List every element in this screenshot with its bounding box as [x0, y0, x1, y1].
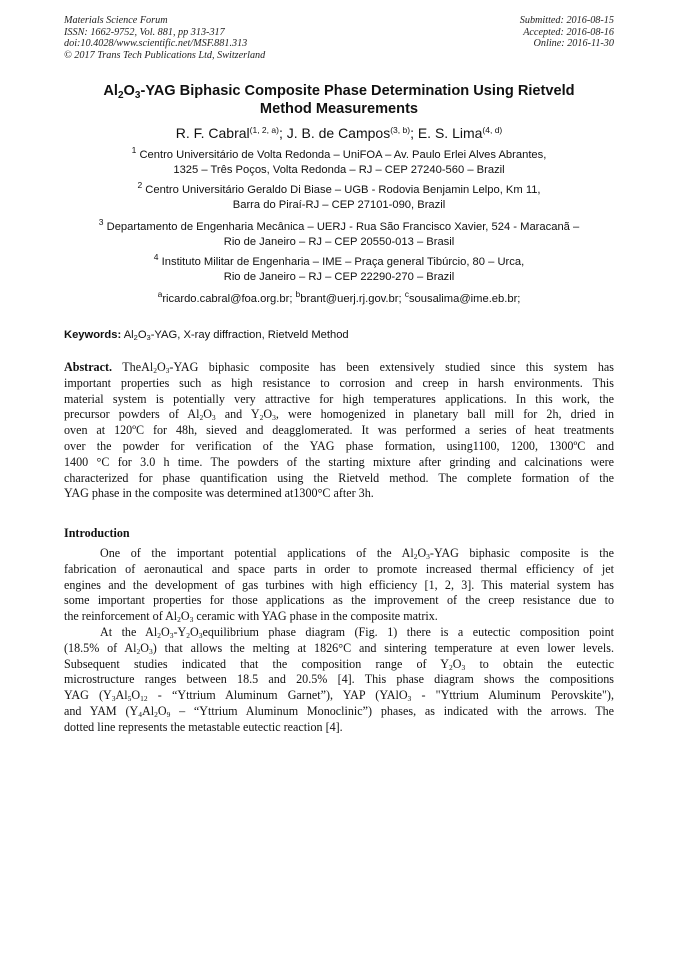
author-name: ; J. B. de Campos [278, 125, 391, 141]
keywords: Keywords: $Al_2O_3$-YAG, X-ray diffraction, Rietveld Method [64, 329, 349, 342]
affiliation-3: $^3$ Departamento de Engenharia Mecânica – UERJ - Rua São Francisco Xavier, 524 - Maracanã – Rio de Janeiro – RJ – CEP 20550-013 – Brasil [98, 217, 580, 248]
email-link[interactable]: sousalima@ime.eb.br; [408, 293, 521, 305]
abstract: Abstract. $TheAl_2O_3$-YAG biphasic composite has been extensively studied since this system has important properties such as high resistance to corrosion and creep in harsh environments. This material system is potentially very attractive for high temperatures applications. In this work, the precursor powders of $Al_2O_3$ and $Y_2O_3$, were homogenized in planetary ball mill for 2h, dried in oven at 120ºC for 48h, sieved and deagglomerated. It was performed a series of heat treatments over the powder for verification of the YAG phase formation, using1100, 1200, 1300ºC and 1400 °C for 3.0 h time. The powders of the starting mixture after grinding and calcinations were characterized for phase quantification using the Rietveld method. The complete formation of the YAG phase in the composite was determined at1300°C after 3h. [64, 360, 615, 501]
author-list: R. F. Cabral$^{(1, 2, a)}$; J. B. de Campos$^{(3, b)}$; E. S. Lima$^{(4, d)}$ [175, 125, 503, 141]
abstract-label: Abstract. [64, 360, 113, 374]
author-name: R. F. Cabral [175, 125, 250, 141]
author-name: ; E. S. Lima [410, 125, 483, 141]
email-link[interactable]: ricardo.cabral@foa.org.br; [162, 293, 296, 305]
online-date: Online: 2016-11-30 [533, 38, 614, 50]
journal-info [64, 15, 265, 61]
copyright: © 2017 Trans Tech Publications Ltd, Switzerland [64, 49, 266, 61]
submitted-date: Submitted: 2016-08-15 [519, 15, 614, 26]
affiliation-4: $^4$ Instituto Militar de Engenharia – IME – Praça general Tibúrcio, 80 – Urca, Rio de Janeiro – RJ – CEP 22290-270 – Brazil [153, 252, 525, 283]
author-emails: $^a$ricardo.cabral@foa.org.br; $^b$brant@uerj.rj.gov.br; $^c$sousalima@ime.eb.br; [157, 289, 521, 305]
section-heading-introduction: Introduction [64, 526, 130, 540]
paper-title: $Al_2O_3$-YAG Biphasic Composite Phase Determination Using Rietveld Method Measurements [103, 83, 575, 117]
journal-name: Materials Science Forum [64, 15, 168, 26]
doi: doi:10.4028/www.scientific.net/MSF.881.313 [64, 38, 248, 50]
affiliation-2: $^2$ Centro Universitário Geraldo Di Biase – UGB - Rodovia Benjamin Lelpo, Km 11, Barra do Piraí-RJ – CEP 27101-090, Brazil [137, 180, 541, 211]
introduction-text: One of the important potential applications of the $Al_2O_3$-YAG biphasic composite is the fabrication of aeronautical and space parts in order to promote increased thermal efficiency of jet engines and the development of gas turbines with high efficiency [1, 2, 3]. This material system has some important properties for those applications as the improvement of the creep resistance due to the reinforcement of $Al_2O_3$ ceramic with YAG phase in the composite matrix. At the $Al_2O_3-Y_2O_3equilibrium$ phase diagram (Fig. 1) there is a eutectic composition point (18.5% of $Al_2O_3$) that allows the melting at 1826°C and sintering temperature at even lower levels. Subsequent studies indicated that the composition range of $Y_2O_3$ to obtain the eutectic microstructure ranges between 18.5 and 20.5% [4]. This phase diagram shows the compositions YAG ($Y_3Al_5O_{12}$ - “Yttrium Aluminum Garnet”), YAP (YAlO$_3$ - "Yttrium Aluminum Perovskite"), and YAM ($Y_4Al_2O_9$ – “Yttrium Aluminum Monoclinic”) phases, as indicated with the arrows. The dotted line represents the metastable eutectic reaction [4]. [64, 546, 614, 734]
accepted-date: Accepted: 2016-08-16 [523, 26, 614, 38]
affiliation-1: $^1$ Centro Universitário de Volta Redonda – UniFOA – Av. Paulo Erlei Alves Abrantes, 1325 – Três Poços, Volta Redonda – RJ – CEP 27240-560 – Brazil [131, 145, 547, 176]
issn: ISSN: 1662-9752, Vol. 881, pp 313-317 [64, 26, 225, 38]
keywords-label: Keywords: [64, 329, 122, 341]
publication-dates [520, 15, 614, 50]
email-link[interactable]: brant@uerj.rj.gov.br; [300, 293, 405, 305]
